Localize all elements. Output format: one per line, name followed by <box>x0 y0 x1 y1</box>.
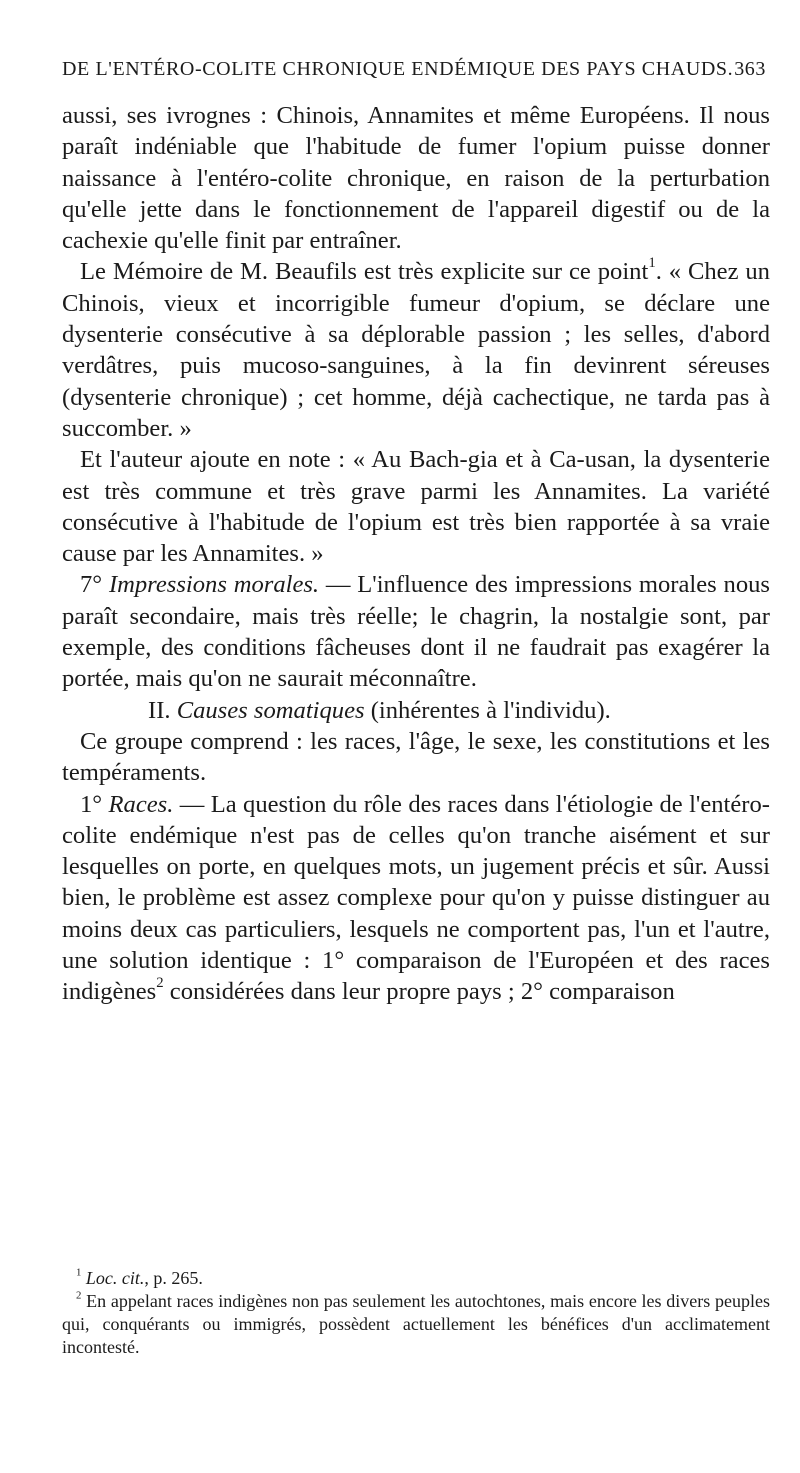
paragraph-group-includes: Ce groupe comprend : les races, l'âge, le sexe, les constitutions et les tempéraments. <box>62 727 770 787</box>
footnote-1: $^1$ Loc. cit., p. 265. <box>76 1266 203 1288</box>
paragraph-races: 1° Races. — La question du rôle des races dans l'étiologie de l'entéro-colite endémique n'est pas de celles qu'on tranche aisément et sur lesquelles on porte, en quelques mots, un jugement précis et sûr. Aussi bien, le problème est assez complexe pour qu'on y puisse distinguer au moins deux cas particuliers, lesquels ne comportent pas, l'un et l'autre, une solution identique : 1° comparaison de l'Européen et des races indigènes$^2$ considérées dans leur propre pays ; 2° comparaison <box>62 790 770 1006</box>
paragraph-moral-impressions: 7° Impressions morales. — L'influence des impressions morales nous paraît secondaire, mais très réelle; le chagrin, la nostalgie sont, par exemple, des conditions fâcheuses dont il ne faudrait pas exagérer la portée, mais qu'on ne saurait méconnaître. <box>62 571 770 693</box>
section-title: Causes somatiques <box>176 696 365 724</box>
paragraph-opium-habit: aussi, ses ivrognes : Chinois, Annamites et même Européens. Il nous paraît indéniable que l'habitude de fumer l'opium puisse donner naissance à l'entéro-colite chronique, en raison de la perturbation qu'elle jette dans le fonctionnement de l'appareil digestif ou de la cachexie qu'elle finit par entraîner. <box>62 102 770 255</box>
main-text <box>62 100 770 1008</box>
paragraph-beaufils-memoir: Le Mémoire de M. Beaufils est très explicite sur ce point$^1$. « Chez un Chinois, vieux et incorrigible fumeur d'opium, se déclare une dysenterie consécutive à sa déplorable passion ; les selles, d'abord verdâtres, puis mucoso-sanguines, à la fin devinrent séreuses (dysenterie chronique) ; cet homme, déjà cachectique, ne tarda pas à succomber. » <box>62 255 770 442</box>
running-title: DE L'ENTÉRO-COLITE CHRONIQUE ENDÉMIQUE DES PAYS CHAUDS. <box>62 58 734 80</box>
paragraph-author-note: Et l'auteur ajoute en note : « Au Bach-gia et à Ca-usan, la dysenterie est très commune et très grave parmi les Annamites. La variété consécutive à l'habitude de l'opium est très bien rapportée à sa vraie cause par les Annamites. » <box>62 446 770 568</box>
footnote-ref-1: 1 <box>648 255 656 272</box>
page-number: 363 <box>734 58 766 80</box>
footnotes <box>62 1267 770 1359</box>
footnote-2: $^2$ En appelant races indigènes non pas seulement les autochtones, mais encore les divers peuples qui, conquérants ou immigrés, possèdent actuellement les bénéfices d'un acclimatement incontesté. <box>62 1289 771 1357</box>
subsection-title: Impressions morales. <box>108 571 320 599</box>
section-heading: II. Causes somatiques (inhérentes à l'individu). <box>148 696 611 724</box>
footnote-ref-2: 2 <box>156 975 164 992</box>
subsection-title: Races. <box>108 790 174 818</box>
running-header <box>62 58 770 88</box>
